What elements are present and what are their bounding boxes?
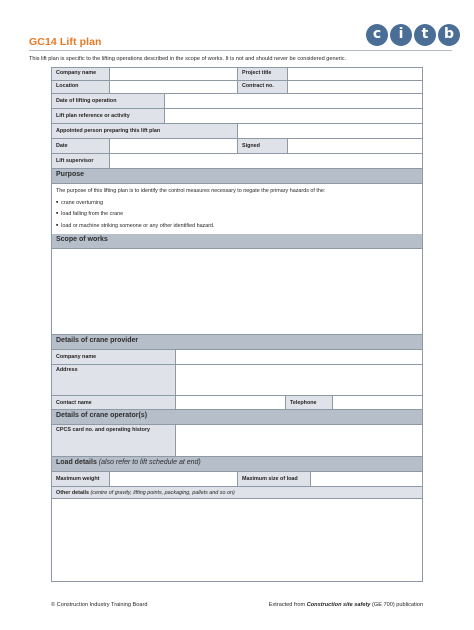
- telephone-field[interactable]: [333, 396, 422, 410]
- scope-field[interactable]: [52, 249, 422, 335]
- purpose-bullet: ■ load or machine striking someone or any other identified hazard.: [56, 223, 215, 229]
- telephone-label: Telephone: [286, 396, 333, 410]
- contract-no-label: Contract no.: [238, 81, 288, 94]
- max-weight-field[interactable]: [110, 472, 238, 487]
- logo-letter: t: [414, 24, 436, 46]
- logo-letter: b: [438, 24, 460, 46]
- project-title-field[interactable]: [288, 68, 422, 81]
- date-label: Date: [52, 139, 110, 154]
- location-field[interactable]: [110, 81, 238, 94]
- purpose-text: The purpose of this lifting plan is to identify the control measures necessary to negate the primary hazards of the:: [56, 188, 326, 194]
- appointed-person-label: Appointed person preparing this lift plan: [52, 124, 238, 139]
- cpcs-field[interactable]: [176, 425, 422, 457]
- signed-field[interactable]: [288, 139, 422, 154]
- footer-prefix: Extracted from: [268, 602, 306, 608]
- purpose-heading: Purpose: [52, 169, 422, 184]
- date-lifting-label: Date of lifting operation: [52, 94, 165, 109]
- load-details-heading: [52, 457, 422, 472]
- load-heading-text: Load details: [56, 459, 97, 466]
- provider-company-label: Company name: [52, 350, 176, 365]
- lift-plan-ref-label: Lift plan reference or activity: [52, 109, 165, 124]
- date-field[interactable]: [110, 139, 238, 154]
- footer-publication: Construction site safety: [306, 602, 371, 608]
- appointed-person-field[interactable]: [238, 124, 422, 139]
- company-name-label: Company name: [52, 68, 110, 81]
- provider-company-field[interactable]: [176, 350, 422, 365]
- logo-letter: c: [366, 24, 388, 46]
- other-details-label: [52, 487, 422, 499]
- date-lifting-field[interactable]: [165, 94, 422, 109]
- provider-address-label: Address: [52, 365, 176, 396]
- intro-text: This lift plan is specific to the lifting operations described in the scope of works. It is not and should never be considered generic.: [29, 56, 347, 62]
- crane-operator-heading: Details of crane operator(s): [52, 410, 422, 425]
- crane-provider-heading: Details of crane provider: [52, 335, 422, 350]
- header-divider: [29, 50, 452, 51]
- purpose-bullet: ■ crane overturning: [56, 200, 103, 206]
- provider-contact-field[interactable]: [176, 396, 286, 410]
- project-title-label: Project title: [238, 68, 288, 81]
- provider-contact-label: Contact name: [52, 396, 176, 410]
- lift-supervisor-label: Lift supervisor: [52, 154, 110, 169]
- other-details-note: (centre of gravity, lifting points, packaging, pallets and so on): [90, 490, 235, 496]
- footer-source: [269, 602, 423, 608]
- lift-supervisor-field[interactable]: [110, 154, 422, 169]
- load-heading-note: (also refer to lift schedule at end): [98, 459, 201, 466]
- footer-suffix: (GE 700) publication: [372, 602, 423, 608]
- lift-plan-ref-field[interactable]: [165, 109, 422, 124]
- provider-address-field[interactable]: [176, 365, 422, 396]
- max-size-field[interactable]: [311, 472, 422, 487]
- cpcs-label: CPCS card no. and operating history: [52, 425, 176, 457]
- other-details-field[interactable]: [52, 499, 422, 581]
- signed-label: Signed: [238, 139, 288, 154]
- location-label: Location: [52, 81, 110, 94]
- lift-plan-form: [51, 67, 423, 582]
- purpose-bullet: ■ load falling from the crane: [56, 211, 123, 217]
- scope-heading: Scope of works: [52, 234, 422, 249]
- company-name-field[interactable]: [110, 68, 238, 81]
- page-title: GC14 Lift plan: [29, 36, 102, 48]
- footer-copyright: © Construction Industry Training Board: [51, 602, 148, 608]
- logo-letter: i: [390, 24, 412, 46]
- max-size-label: Maximum size of load: [238, 472, 311, 487]
- max-weight-label: Maximum weight: [52, 472, 110, 487]
- contract-no-field[interactable]: [288, 81, 422, 94]
- citb-logo: [366, 24, 460, 46]
- other-details-text: Other details: [56, 490, 89, 496]
